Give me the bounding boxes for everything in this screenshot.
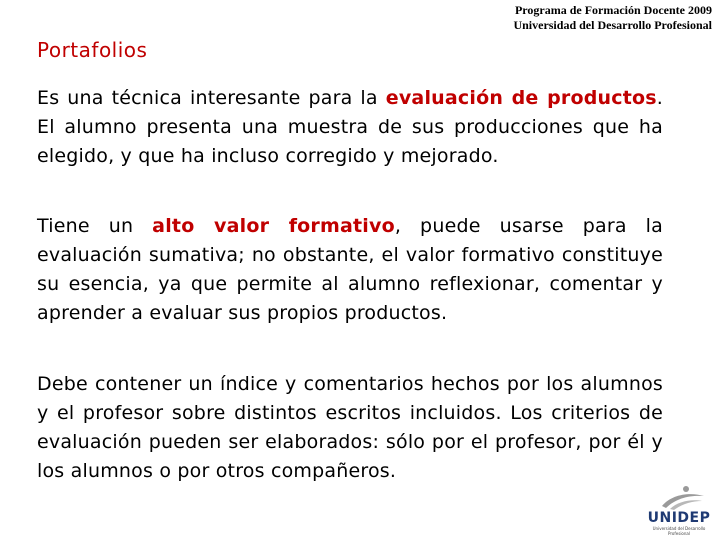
paragraph-3 — [37, 370, 663, 486]
logo-tagline: Universidad del Desarrollo Profesional — [652, 526, 706, 536]
header-line-1: Programa de Formación Docente 2009 — [514, 3, 712, 17]
paragraph-1-text-b: . El alumno presenta una muestra de sus producciones que ha elegido, y que ha incluso corregido y mejorado. — [37, 87, 663, 167]
unidep-logo — [644, 484, 714, 534]
paragraph-2-highlight: alto valor formativo — [152, 215, 395, 237]
paragraph-1 — [37, 84, 663, 171]
paragraph-2-text-b: , puede usarse para la evaluación sumativa; no obstante, el valor formativo constituye su esencia, ya que permite al alumno reflexionar, comentar y aprender a evaluar sus propios productos. — [37, 215, 664, 324]
paragraph-2-text-a: Tiene un — [37, 215, 153, 237]
paragraph-2 — [37, 212, 663, 328]
logo-name: UNIDEP — [647, 510, 711, 526]
header — [513, 3, 712, 33]
paragraph-3-text: Debe contener un índice y comentarios hechos por los alumnos y el profesor sobre distintos escritos incluidos. Los criterios de evaluación pueden ser elaborados: sólo por el profesor, por él y los alumnos o por otros compañeros. — [37, 373, 663, 482]
slide-title: Portafolios — [37, 38, 148, 62]
paragraph-1-highlight: evaluación de productos — [385, 87, 657, 109]
paragraph-1-text-a: Es una técnica interesante para la — [37, 87, 386, 109]
header-line-2: Universidad del Desarrollo Profesional — [513, 18, 712, 32]
